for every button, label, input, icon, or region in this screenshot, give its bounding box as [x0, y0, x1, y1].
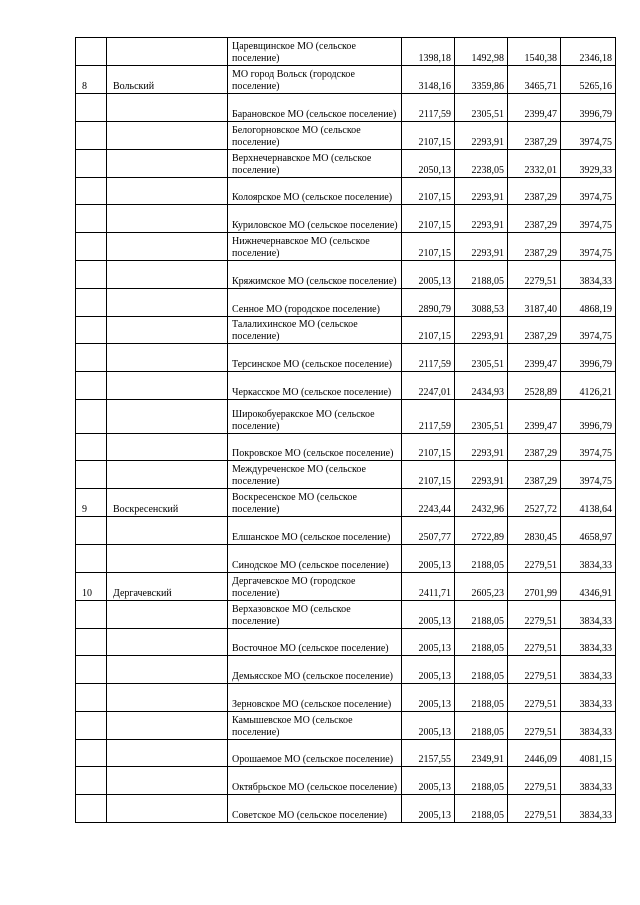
municipality-cell: Барановское МО (сельское поселение) — [228, 94, 402, 122]
value-cell: 3996,79 — [561, 400, 616, 434]
district-cell — [107, 712, 228, 740]
district-cell — [107, 317, 228, 344]
value-cell: 2411,71 — [402, 573, 455, 601]
value-cell: 3929,33 — [561, 150, 616, 178]
table-row — [76, 461, 616, 489]
table-row — [76, 66, 616, 94]
row-index-cell — [76, 122, 107, 150]
district-cell — [107, 38, 228, 66]
value-cell: 2005,13 — [402, 261, 455, 289]
municipality-cell: Талалихинское МО (сельское поселение) — [228, 317, 402, 344]
municipality-cell: Орошаемое МО (сельское поселение) — [228, 740, 402, 767]
row-index-cell — [76, 261, 107, 289]
value-cell: 2243,44 — [402, 489, 455, 517]
value-cell: 3974,75 — [561, 233, 616, 261]
value-cell: 2305,51 — [455, 400, 508, 434]
district-cell — [107, 344, 228, 372]
value-cell: 4658,97 — [561, 517, 616, 545]
value-cell: 2446,09 — [508, 740, 561, 767]
table-body — [76, 38, 616, 823]
value-cell: 2279,51 — [508, 795, 561, 823]
district-cell — [107, 740, 228, 767]
municipality-cell: Камышевское МО (сельское поселение) — [228, 712, 402, 740]
district-cell — [107, 545, 228, 573]
row-index-cell — [76, 767, 107, 795]
value-cell: 1492,98 — [455, 38, 508, 66]
table-row — [76, 233, 616, 261]
row-index-cell — [76, 656, 107, 684]
table-row — [76, 205, 616, 233]
value-cell: 2387,29 — [508, 122, 561, 150]
value-cell: 2005,13 — [402, 656, 455, 684]
value-cell: 2293,91 — [455, 461, 508, 489]
district-cell — [107, 233, 228, 261]
value-cell: 2387,29 — [508, 233, 561, 261]
value-cell: 3974,75 — [561, 122, 616, 150]
value-cell: 2399,47 — [508, 344, 561, 372]
row-index-cell — [76, 94, 107, 122]
municipality-cell: Верхазовское МО (сельское поселение) — [228, 601, 402, 629]
table-row — [76, 261, 616, 289]
value-cell: 3088,53 — [455, 289, 508, 317]
table-row — [76, 545, 616, 573]
value-cell: 2005,13 — [402, 545, 455, 573]
row-index-cell — [76, 684, 107, 712]
row-index-cell — [76, 289, 107, 317]
value-cell: 2188,05 — [455, 767, 508, 795]
row-index-cell — [76, 601, 107, 629]
row-index-cell — [76, 740, 107, 767]
district-cell: Вольский — [107, 66, 228, 94]
district-cell — [107, 684, 228, 712]
value-cell: 2432,96 — [455, 489, 508, 517]
value-cell: 2005,13 — [402, 795, 455, 823]
value-cell: 2188,05 — [455, 795, 508, 823]
district-cell: Воскресенский — [107, 489, 228, 517]
row-index-cell — [76, 712, 107, 740]
row-index-cell — [76, 545, 107, 573]
value-cell: 1398,18 — [402, 38, 455, 66]
municipality-cell: Воскресенское МО (сельское поселение) — [228, 489, 402, 517]
value-cell: 2107,15 — [402, 122, 455, 150]
value-cell: 3974,75 — [561, 317, 616, 344]
table-row — [76, 400, 616, 434]
municipality-cell: Кряжимское МО (сельское поселение) — [228, 261, 402, 289]
value-cell: 3974,75 — [561, 461, 616, 489]
table-row — [76, 517, 616, 545]
value-cell: 2387,29 — [508, 178, 561, 205]
value-cell: 3834,33 — [561, 656, 616, 684]
municipality-cell: Советское МО (сельское поселение) — [228, 795, 402, 823]
table-row — [76, 122, 616, 150]
district-cell — [107, 205, 228, 233]
value-cell: 3834,33 — [561, 545, 616, 573]
value-cell: 2387,29 — [508, 205, 561, 233]
table-row — [76, 489, 616, 517]
district-cell — [107, 150, 228, 178]
row-index-cell: 9 — [76, 489, 107, 517]
municipality-cell: Верхнечернавское МО (сельское поселение) — [228, 150, 402, 178]
value-cell: 2279,51 — [508, 656, 561, 684]
table-row — [76, 767, 616, 795]
value-cell: 2117,59 — [402, 400, 455, 434]
row-index-cell — [76, 205, 107, 233]
municipality-cell: Колоярское МО (сельское поселение) — [228, 178, 402, 205]
value-cell: 4346,91 — [561, 573, 616, 601]
value-cell: 2005,13 — [402, 684, 455, 712]
value-cell: 2247,01 — [402, 372, 455, 400]
value-cell: 2107,15 — [402, 461, 455, 489]
table-row — [76, 434, 616, 461]
value-cell: 2346,18 — [561, 38, 616, 66]
value-cell: 3996,79 — [561, 344, 616, 372]
value-cell: 5265,16 — [561, 66, 616, 94]
value-cell: 2279,51 — [508, 601, 561, 629]
value-cell: 2722,89 — [455, 517, 508, 545]
value-cell: 2293,91 — [455, 122, 508, 150]
value-cell: 2279,51 — [508, 261, 561, 289]
value-cell: 4126,21 — [561, 372, 616, 400]
table-row — [76, 629, 616, 656]
table-row — [76, 94, 616, 122]
value-cell: 3834,33 — [561, 629, 616, 656]
value-cell: 2387,29 — [508, 317, 561, 344]
table-row — [76, 150, 616, 178]
value-cell: 4868,19 — [561, 289, 616, 317]
row-index-cell — [76, 629, 107, 656]
district-cell — [107, 122, 228, 150]
value-cell: 2305,51 — [455, 344, 508, 372]
value-cell: 2349,91 — [455, 740, 508, 767]
value-cell: 2293,91 — [455, 317, 508, 344]
value-cell: 3465,71 — [508, 66, 561, 94]
row-index-cell: 10 — [76, 573, 107, 601]
value-cell: 2188,05 — [455, 712, 508, 740]
value-cell: 3996,79 — [561, 94, 616, 122]
municipality-cell: Демьясское МО (сельское поселение) — [228, 656, 402, 684]
table-row — [76, 317, 616, 344]
value-cell: 2293,91 — [455, 205, 508, 233]
district-cell — [107, 656, 228, 684]
value-cell: 2332,01 — [508, 150, 561, 178]
table-row — [76, 289, 616, 317]
value-cell: 2005,13 — [402, 767, 455, 795]
value-cell: 2157,55 — [402, 740, 455, 767]
value-cell: 3834,33 — [561, 684, 616, 712]
table-row — [76, 38, 616, 66]
value-cell: 2005,13 — [402, 629, 455, 656]
table-row — [76, 684, 616, 712]
table-row — [76, 795, 616, 823]
value-cell: 2005,13 — [402, 712, 455, 740]
table-row — [76, 573, 616, 601]
value-cell: 2507,77 — [402, 517, 455, 545]
table-row — [76, 656, 616, 684]
value-cell: 2117,59 — [402, 344, 455, 372]
row-index-cell — [76, 317, 107, 344]
value-cell: 2399,47 — [508, 400, 561, 434]
value-cell: 3834,33 — [561, 767, 616, 795]
value-cell: 2279,51 — [508, 545, 561, 573]
value-cell: 2293,91 — [455, 178, 508, 205]
municipality-cell: Дергачевское МО (городское поселение) — [228, 573, 402, 601]
value-cell: 2890,79 — [402, 289, 455, 317]
municipality-cell: Междуреченское МО (сельское поселение) — [228, 461, 402, 489]
value-cell: 2605,23 — [455, 573, 508, 601]
value-cell: 3148,16 — [402, 66, 455, 94]
row-index-cell — [76, 178, 107, 205]
value-cell: 2107,15 — [402, 205, 455, 233]
district-cell — [107, 94, 228, 122]
row-index-cell — [76, 233, 107, 261]
value-cell: 2434,93 — [455, 372, 508, 400]
district-cell: Дергачевский — [107, 573, 228, 601]
value-cell: 2188,05 — [455, 684, 508, 712]
value-cell: 2188,05 — [455, 601, 508, 629]
municipality-cell: Терсинское МО (сельское поселение) — [228, 344, 402, 372]
row-index-cell — [76, 150, 107, 178]
value-cell: 2005,13 — [402, 601, 455, 629]
district-cell — [107, 372, 228, 400]
municipality-cell: Покровское МО (сельское поселение) — [228, 434, 402, 461]
table-row — [76, 601, 616, 629]
value-cell: 3974,75 — [561, 178, 616, 205]
table-row — [76, 712, 616, 740]
value-cell: 2387,29 — [508, 461, 561, 489]
value-cell: 2188,05 — [455, 545, 508, 573]
table-row — [76, 372, 616, 400]
value-cell: 2107,15 — [402, 178, 455, 205]
district-cell — [107, 461, 228, 489]
row-index-cell: 8 — [76, 66, 107, 94]
value-cell: 3187,40 — [508, 289, 561, 317]
municipality-cell: Белогорновское МО (сельское поселение) — [228, 122, 402, 150]
row-index-cell — [76, 517, 107, 545]
municipality-cell: Царевщинское МО (сельское поселение) — [228, 38, 402, 66]
value-cell: 2305,51 — [455, 94, 508, 122]
value-cell: 3834,33 — [561, 712, 616, 740]
row-index-cell — [76, 38, 107, 66]
value-cell: 2528,89 — [508, 372, 561, 400]
value-cell: 2399,47 — [508, 94, 561, 122]
value-cell: 3974,75 — [561, 205, 616, 233]
value-cell: 4081,15 — [561, 740, 616, 767]
value-cell: 3359,86 — [455, 66, 508, 94]
row-index-cell — [76, 372, 107, 400]
value-cell: 2279,51 — [508, 767, 561, 795]
row-index-cell — [76, 344, 107, 372]
municipality-cell: Синодское МО (сельское поселение) — [228, 545, 402, 573]
row-index-cell — [76, 461, 107, 489]
district-cell — [107, 795, 228, 823]
municipality-cell: Октябрьское МО (сельское поселение) — [228, 767, 402, 795]
municipality-cell: Сенное МО (городское поселение) — [228, 289, 402, 317]
row-index-cell — [76, 795, 107, 823]
value-cell: 2107,15 — [402, 434, 455, 461]
value-cell: 3834,33 — [561, 795, 616, 823]
value-cell: 2293,91 — [455, 434, 508, 461]
district-cell — [107, 517, 228, 545]
row-index-cell — [76, 400, 107, 434]
value-cell: 2117,59 — [402, 94, 455, 122]
district-cell — [107, 261, 228, 289]
municipality-cell: МО город Вольск (городское поселение) — [228, 66, 402, 94]
district-cell — [107, 601, 228, 629]
value-cell: 2107,15 — [402, 317, 455, 344]
value-cell: 2279,51 — [508, 629, 561, 656]
value-cell: 2527,72 — [508, 489, 561, 517]
value-cell: 2279,51 — [508, 712, 561, 740]
value-cell: 4138,64 — [561, 489, 616, 517]
district-cell — [107, 289, 228, 317]
district-cell — [107, 400, 228, 434]
district-cell — [107, 767, 228, 795]
value-cell: 2107,15 — [402, 233, 455, 261]
value-cell: 2238,05 — [455, 150, 508, 178]
tariff-table — [75, 37, 616, 823]
table-row — [76, 178, 616, 205]
value-cell: 3974,75 — [561, 434, 616, 461]
municipality-cell: Нижнечернавское МО (сельское поселение) — [228, 233, 402, 261]
municipality-cell: Зерновское МО (сельское поселение) — [228, 684, 402, 712]
municipality-cell: Куриловское МО (сельское поселение) — [228, 205, 402, 233]
value-cell: 2188,05 — [455, 629, 508, 656]
value-cell: 2701,99 — [508, 573, 561, 601]
municipality-cell: Черкасское МО (сельское поселение) — [228, 372, 402, 400]
row-index-cell — [76, 434, 107, 461]
value-cell: 2387,29 — [508, 434, 561, 461]
municipality-cell: Восточное МО (сельское поселение) — [228, 629, 402, 656]
district-cell — [107, 629, 228, 656]
district-cell — [107, 178, 228, 205]
value-cell: 3834,33 — [561, 261, 616, 289]
municipality-cell: Елшанское МО (сельское поселение) — [228, 517, 402, 545]
value-cell: 1540,38 — [508, 38, 561, 66]
value-cell: 2830,45 — [508, 517, 561, 545]
value-cell: 2293,91 — [455, 233, 508, 261]
value-cell: 2279,51 — [508, 684, 561, 712]
table-row — [76, 344, 616, 372]
table-row — [76, 740, 616, 767]
value-cell: 2188,05 — [455, 261, 508, 289]
value-cell: 3834,33 — [561, 601, 616, 629]
district-cell — [107, 434, 228, 461]
value-cell: 2050,13 — [402, 150, 455, 178]
municipality-cell: Широкобуеракское МО (сельское поселение) — [228, 400, 402, 434]
value-cell: 2188,05 — [455, 656, 508, 684]
